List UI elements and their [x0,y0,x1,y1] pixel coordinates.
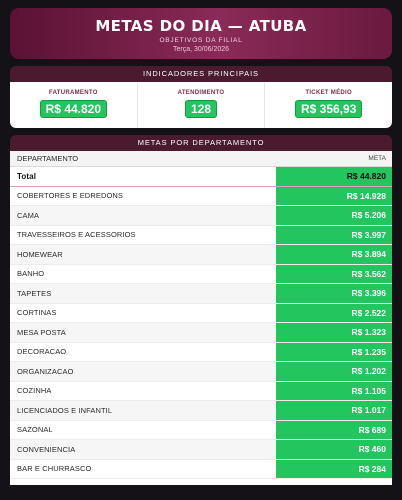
department-goal: R$ 689 [276,421,392,440]
department-name: BAR E CHURRASCO [17,464,92,474]
table-row [10,421,392,441]
table-row [10,304,392,324]
table-row [10,284,392,304]
table-row [10,401,392,421]
department-name: TRAVESSEIROS E ACESSORIOS [17,230,136,240]
department-name: DECORACAO [17,347,67,357]
department-goal: R$ 460 [276,440,392,459]
department-goal: R$ 1.105 [276,382,392,401]
table-row [10,382,392,402]
department-name: SAZONAL [17,425,53,435]
indicator-value: R$ 44.820 [40,100,107,118]
department-name: CAMA [17,210,40,220]
table-row [10,245,392,265]
indicator-value: 128 [185,100,217,118]
table-row [10,265,392,285]
indicators-panel [10,82,392,128]
table-row [10,343,392,363]
total-value: R$ 44.820 [276,167,392,186]
department-goal: R$ 1.235 [276,343,392,362]
department-name: TAPETES [17,288,52,298]
department-goal: R$ 1.323 [276,323,392,342]
department-goal: R$ 284 [276,460,392,479]
department-goal: R$ 1.202 [276,362,392,381]
table-row [10,362,392,382]
department-name: COBERTORES E EDREDONS [17,191,124,201]
indicators-section-title: INDICADORES PRINCIPAIS [10,66,392,82]
table-row [10,440,392,460]
departments-table [10,151,392,485]
page-header [10,8,392,59]
table-row [10,460,392,480]
department-goal: R$ 1.017 [276,401,392,420]
department-goal: R$ 3.562 [276,265,392,284]
department-goal: R$ 3.997 [276,226,392,245]
department-name: BANHO [17,269,45,279]
indicator-ticket-medio [265,82,392,128]
indicator-atendimento [138,82,266,128]
department-goal: R$ 3.894 [276,245,392,264]
departments-section-title: METAS POR DEPARTAMENTO [10,135,392,151]
table-row-total [10,167,392,187]
department-name: CONVENIENCIA [17,444,76,454]
table-row [10,323,392,343]
indicator-faturamento [10,82,138,128]
total-label: Total [17,171,37,181]
department-name: CORTINAS [17,308,57,318]
column-header-goal: META [368,155,386,162]
indicator-label: ATENDIMENTO [177,90,225,96]
table-row [10,226,392,246]
department-name: LICENCIADOS E INFANTIL [17,405,113,415]
indicator-label: TICKET MÉDIO [305,90,352,96]
column-header-department: DEPARTAMENTO [17,154,79,163]
department-name: HOMEWEAR [17,249,63,259]
department-name: MESA POSTA [17,327,66,337]
page-title: METAS DO DIA — ATUBA [95,17,307,35]
table-row [10,206,392,226]
table-row [10,187,392,207]
page-subtitle: OBJETIVOS DA FILIAL [159,37,243,44]
department-goal: R$ 14.928 [276,187,392,206]
department-goal: R$ 3.396 [276,284,392,303]
department-name: ORGANIZACAO [17,366,74,376]
indicator-value: R$ 356,93 [295,100,362,118]
department-name: COZINHA [17,386,52,396]
department-goal: R$ 2.522 [276,304,392,323]
department-goal: R$ 5.206 [276,206,392,225]
indicator-label: FATURAMENTO [48,90,98,96]
page-date: Terça, 30/06/2026 [172,46,230,53]
table-header [10,151,392,167]
